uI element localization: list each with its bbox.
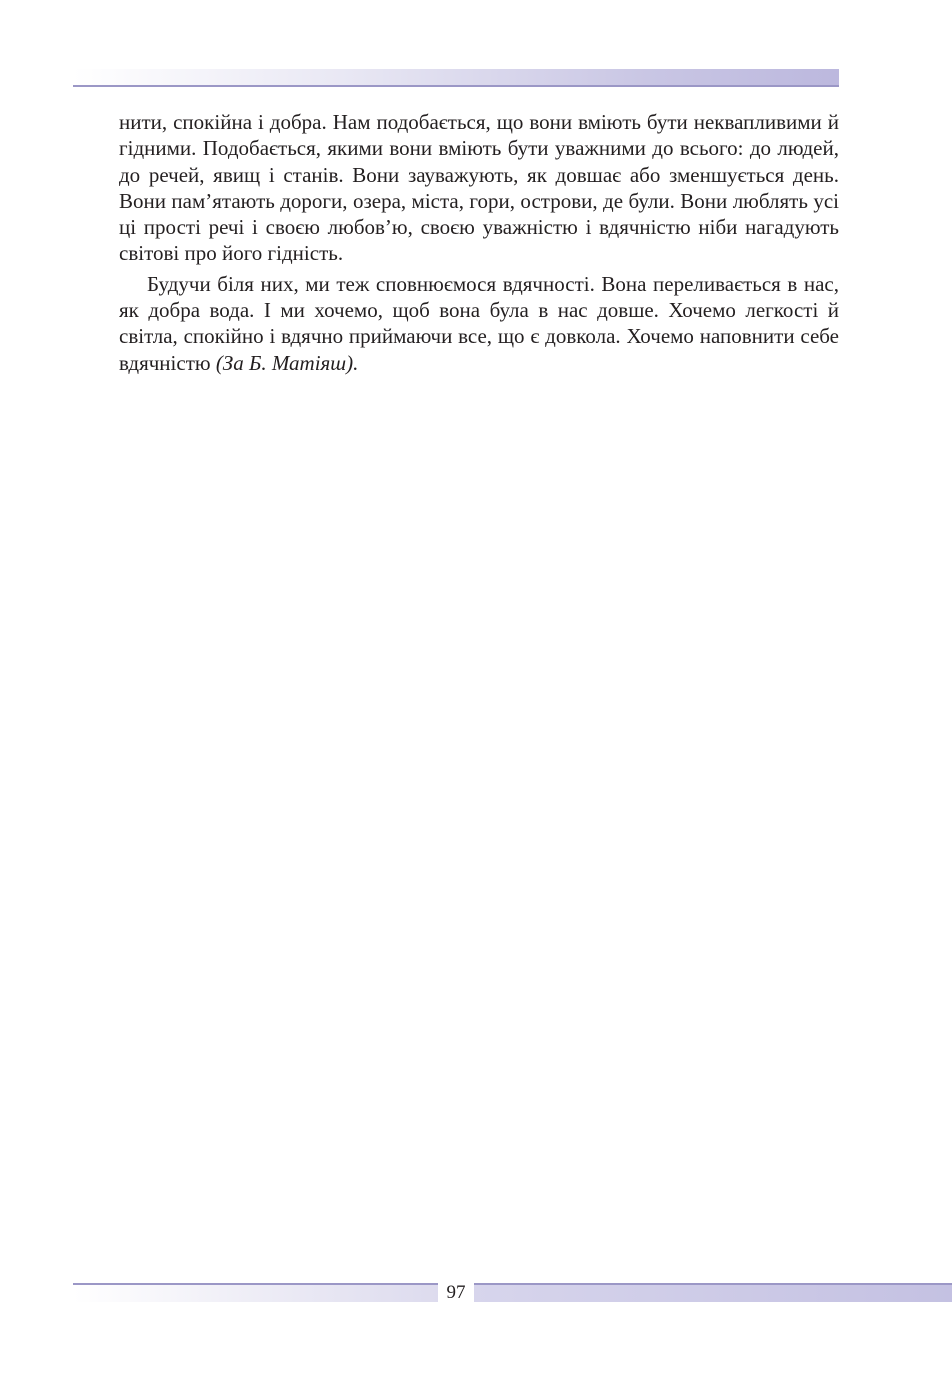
paragraph-2-text: Будучи біля них, ми теж сповнюємося вдячності. Вона переливається в нас, як добра вода. І ми хочемо, щоб вона була в нас довше. Хочемо легкості й світла, спокійно і вдячно приймаючи все, що є довкола. Хочемо наповнити себе вдячністю: [119, 271, 839, 375]
page-number: 97: [446, 1282, 466, 1303]
footer-decor-band-left: [73, 1285, 438, 1302]
source-attribution: (За Б. Матіяш).: [215, 350, 359, 375]
body-text: [119, 109, 839, 376]
paragraph-1: нити, спокійна і добра. Нам подобається, що вони вміють бути неквапливими й гідними. Подобається, якими вони вміють бути уважними до всього: до людей, до речей, явищ і станів. Вони зауважують, як довшає або зменшується день. Вони пам’ятають дороги, озера, міста, гори, острови, де були. Вони люблять усі ці прості речі і своєю любов’ю, своєю уважністю і вдячністю ніби нагадують світові про його гідність.: [119, 110, 839, 266]
header-rule: [73, 85, 839, 87]
header-decor-band: [73, 69, 839, 85]
paragraph-2: [119, 271, 839, 376]
footer-decor-band-right: [474, 1285, 952, 1302]
